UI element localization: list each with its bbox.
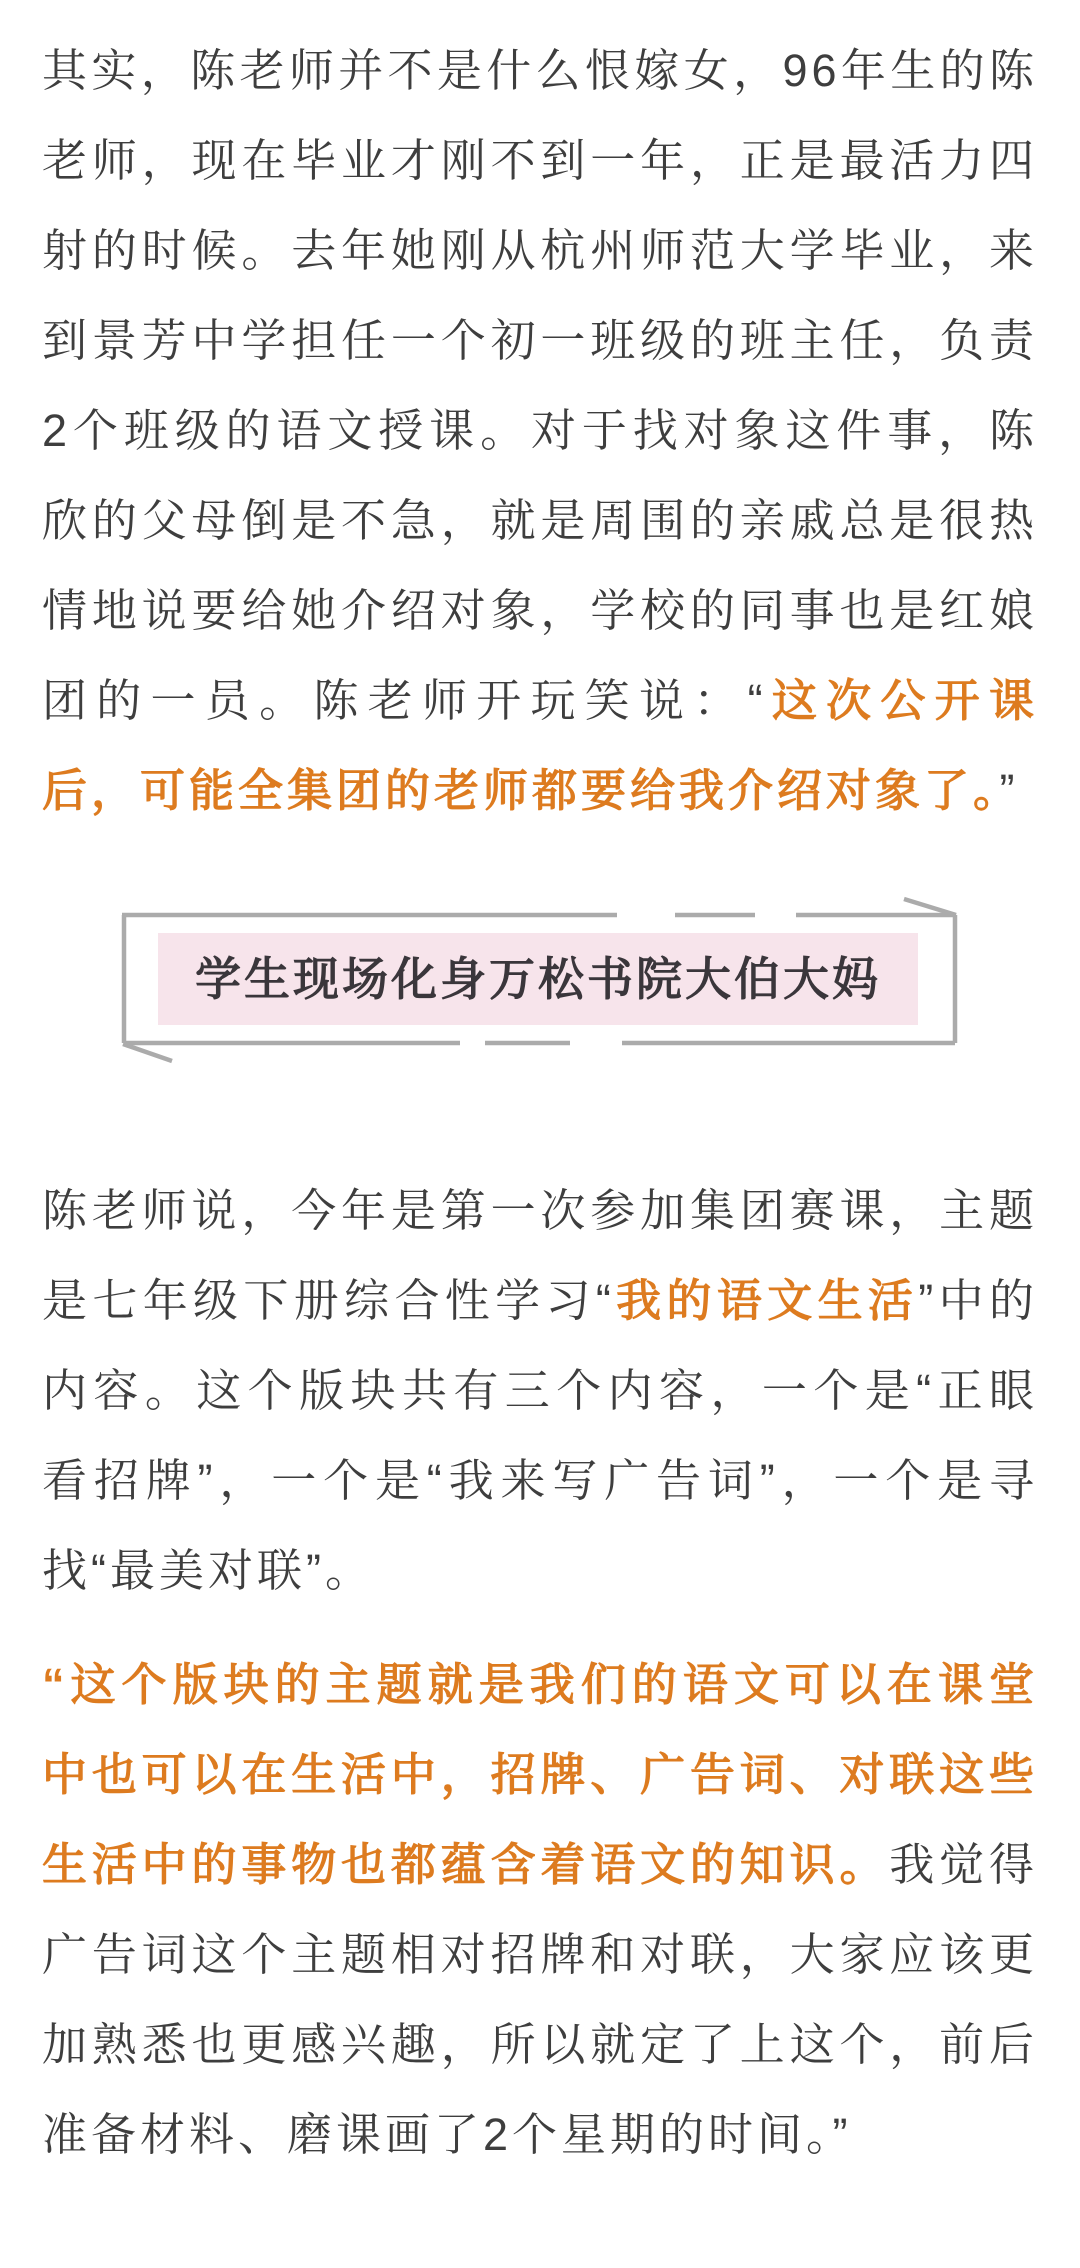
text-run-accent: 我的语文生活 [614,1275,919,1326]
top-right-flick [904,899,956,915]
text-run-normal: 陈老师说，今年是第一次参加集团赛课，主题是七年级下册综合性学习“ [42,1185,1038,1326]
paragraph-teacher-intro [42,26,1038,836]
text-run-normal: 其实，陈老师并不是什么恨嫁女，96年生的陈老师，现在毕业才刚不到一年，正是最活力四射的时候。去年她刚从杭州师范大学毕业，来到景芳中学担任一个初一班级的班主任，负责2个班级的语文授课。对于找对象这件事，陈欣的父母倒是不急，就是周围的亲戚总是很热情地说要给她介绍对象，学校的同事也是红娘团的一员。陈老师开玩笑说：“ [42,45,1038,726]
section-header-frame [122,913,957,1045]
text-run-normal: ”中的内容。这个版块共有三个内容，一个是“正眼看招牌”，一个是“我来写广告词”，一个是寻找“最美对联”。 [42,1275,1038,1596]
text-run-normal: 我觉得广告词这个主题相对招牌和对联，大家应该更加熟悉也更感兴趣，所以就定了上这个，前后准备材料、磨课画了2个星期的时间。” [42,1839,1038,2160]
section-header-title: 学生现场化身万松书院大伯大妈 [195,953,881,1005]
section-header-highlight [158,933,918,1025]
text-run-normal: ” [999,765,1019,816]
paragraph-topic-quote [42,1640,1038,2180]
text-run-accent: 这次公开课后，可能全集团的老师都要给我介绍对象了。 [42,675,1038,816]
bottom-left-flick [123,1044,172,1061]
paragraph-contest-topic [42,1166,1038,1616]
text-run-accent: “这个版块的主题就是我们的语文可以在课堂中也可以在生活中，招牌、广告词、对联这些生活中的事物也都蕴含着语文的知识。 [42,1659,1038,1890]
